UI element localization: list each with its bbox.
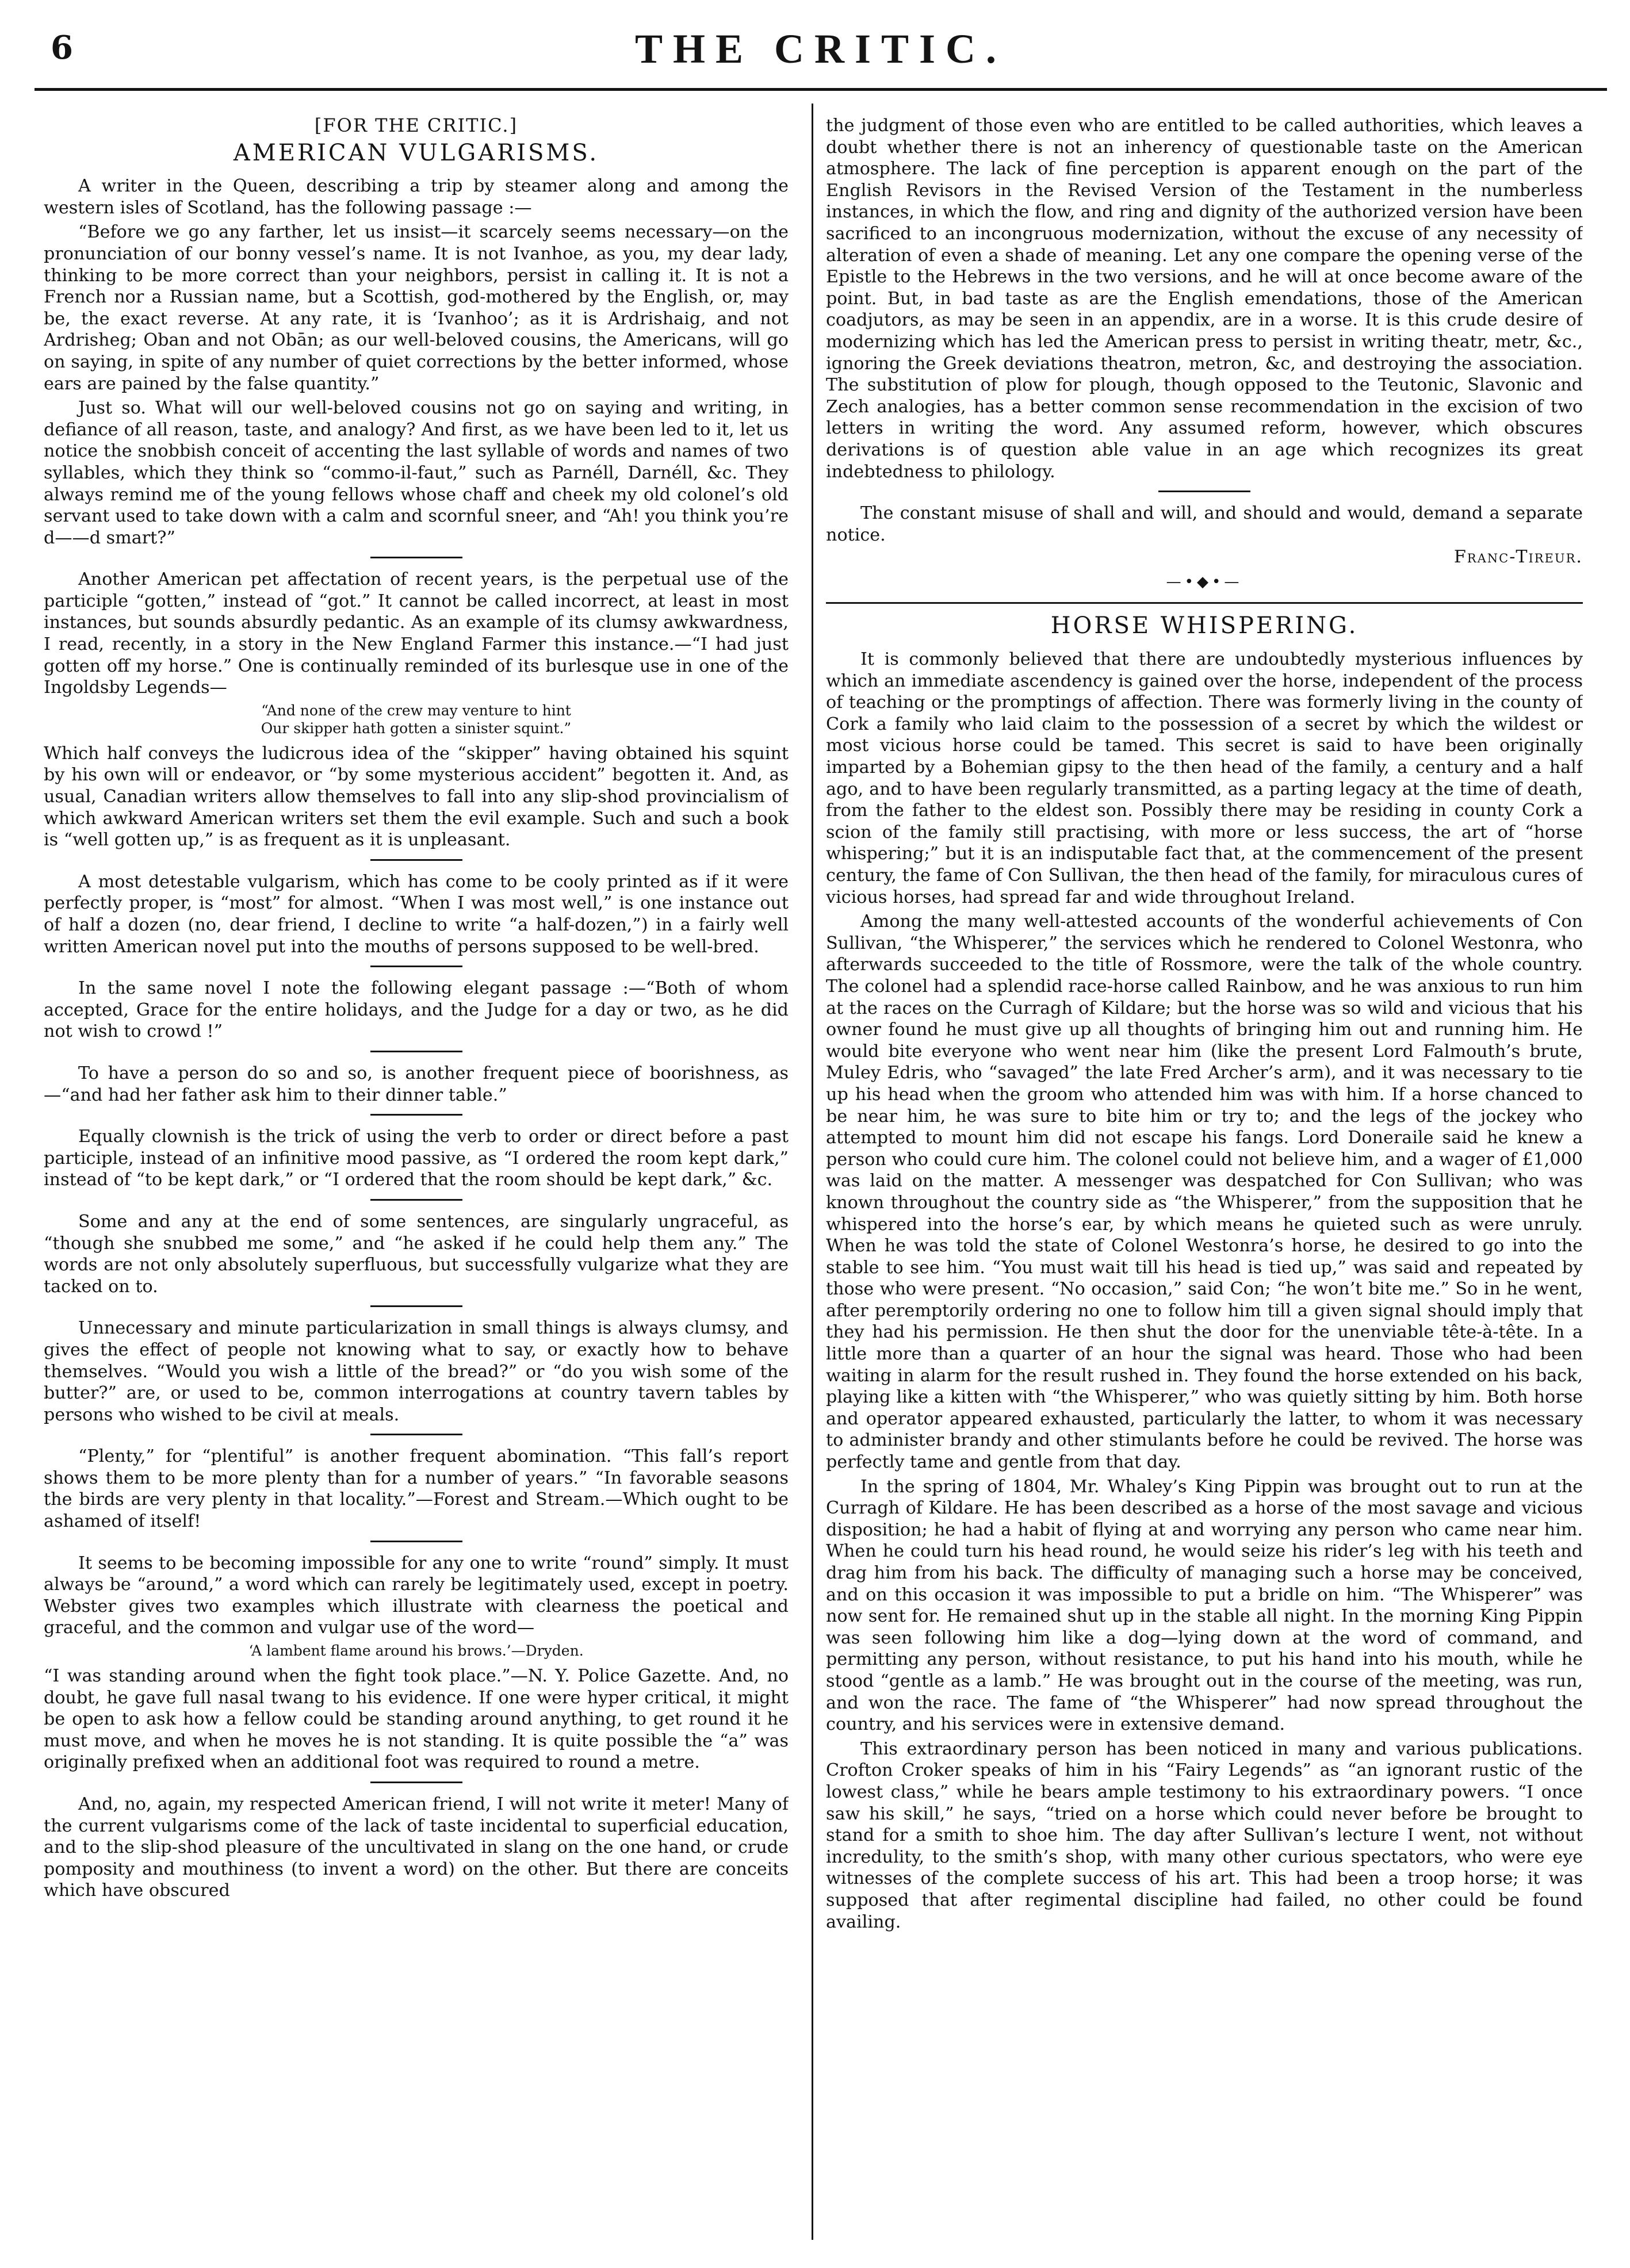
right-column: [826, 115, 1583, 2248]
section-rule: [370, 1199, 462, 1201]
paragraph: This extraordinary person has been noticed in many and various publications. Crofton Croker speaks of him in his “Fairy Legends” as “an ignorant rustic of the lowest class,” while he bears ample testimony to his extraordinary powers. “I once saw his skill,” he says, “tried on a horse which could never before be brought to stand for a smith to shoe him. The day after Sullivan’s lecture I went, not without incredulity, to the smith’s shop, with many other curious spectators, who were eye witnesses of the complete success of his art. This had been a troop horse; it was supposed that after regimental discipline had failed, no other could be found availing.: [826, 1738, 1583, 1932]
verse-quote: ‘A lambent flame around his brows.’—Dryden.: [248, 1642, 584, 1660]
section-rule: [370, 1541, 462, 1542]
article-title-american-vulgarisms: AMERICAN VULGARISMS.: [233, 139, 599, 166]
paragraph: Equally clownish is the trick of using the verb to order or direct before a past participle, instead of an infinitive mood passive, as “I ordered the room kept dark,” instead of “to be kept dark,” or “I ordered that the room should be kept dark,” &c.: [44, 1127, 789, 1190]
paragraph: A most detestable vulgarism, which has come to be cooly printed as if it were perfectly proper, is “most” for almost. “When I was most well,” is one instance out of half a dozen (no, dear friend, I decline to write “a half-dozen,”) in a fairly well written American novel put into the mouths of persons supposed to be well-bred.: [44, 871, 789, 957]
section-rule: [370, 1434, 462, 1435]
article-kicker: [FOR THE CRITIC.]: [314, 115, 518, 136]
paragraph: It seems to be becoming impossible for any one to write “round” simply. It must always be “around,” a word which can rarely be legitimately used, except in poetry. Webster gives two examples which illustrate with clearness the poetical and graceful, and the common and vulgar use of the word—: [44, 1553, 789, 1638]
paragraph: Another American pet affectation of recent years, is the perpetual use of the participle “gotten,” instead of “got.” It cannot be called incorrect, at least in most instances, but sounds absurdly pedantic. As an example of its clumsy awkwardness, I read, recently, in a story in the New England Farmer this instance.—“I had just gotten off my horse.” One is continually reminded of its burlesque use in one of the Ingoldsby Legends—: [44, 569, 789, 698]
header-rule: [35, 88, 1607, 91]
section-rule: [370, 557, 462, 558]
article-separator: [826, 602, 1583, 604]
paragraph: The constant misuse of shall and will, and should and would, demand a separate notice.: [826, 503, 1583, 545]
paragraph: A writer in the Queen, describing a trip by steamer along and among the western isles of Scotland, has the following passage :—: [44, 176, 789, 218]
paragraph: In the same novel I note the following elegant passage :—“Both of whom accepted, Grace for the entire holidays, and the Judge for a day or two, as he did not wish to crowd !”: [44, 978, 789, 1042]
paragraph: Just so. What will our well-beloved cousins not go on saying and writing, in defiance of all reason, taste, and analogy? And first, as we have been led to it, let us notice the snobbish conceit of accenting the last syllable of words and names of two syllables, which they think so “commo-il-faut,” such as Parnéll, Darnéll, &c. They always remind me of the young fellows whose chaff and cheek my old colonel’s old servant used to take down with a calm and scornful sneer, and “Ah! you think you’re d——d smart?”: [44, 398, 789, 548]
author-signature: Franc-Tireur.: [1453, 547, 1583, 568]
section-rule: [370, 1114, 462, 1116]
paragraph: And, no, again, my respected American friend, I will not write it meter! Many of the current vulgarisms come of the lack of taste incidental to superficial education, and to the slip-shod pleasure of the uncultivated in slang on the one hand, or crude pomposity and mouthiness (to invent a word) on the other. But there are conceits which have obscured: [44, 1794, 789, 1901]
section-rule: [370, 1051, 462, 1052]
quoted-paragraph: “Before we go any farther, let us insist—it scarcely seems necessary—on the pronunciation of our bonny vessel’s name. It is not Ivanhoe, as you, my dear lady, thinking to be more correct than your neighbors, persist in calling it. It is not a French nor a Russian name, but a Scottish, god-mothered by the English, or, may be, the exact reverse. At any rate, it is ‘Ivanhoo’; as it is Ardrishaig, and not Ardrisheg; Oban and not Obān; as our well-beloved cousins, the Americans, will go on saying, in spite of any number of quiet corrections by the better informed, whose ears are pained by the false quantity.”: [44, 222, 789, 394]
section-rule: [1158, 491, 1250, 492]
verse-line: “And none of the crew may venture to hint: [261, 702, 571, 719]
section-rule: [370, 1305, 462, 1307]
paragraph: “Plenty,” for “plentiful” is another frequent abomination. “This fall’s report shows them to be more plenty than for a number of years.” “In favorable seasons the birds are very plenty in that locality.”—Forest and Stream.—Which ought to be ashamed of itself!: [44, 1446, 789, 1532]
section-rule: [370, 966, 462, 967]
paragraph: To have a person do so and so, is another frequent piece of boorishness, as—“and had her father ask him to their dinner table.”: [44, 1063, 789, 1105]
paragraph: Some and any at the end of some sentences, are singularly ungraceful, as “though she snubbed me some,” and “he asked if he could help them any.” The words are not only absolutely superfluous, but successfully vulgarize what they are tacked on to.: [44, 1211, 789, 1297]
paragraph: Among the many well-attested accounts of the wonderful achievements of Con Sullivan, “the Whisperer,” the services which he rendered to Colonel Westonra, who afterwards succeeded to the title of Rossmore, were the talk of the whole country. The colonel had a splendid race-horse called Rainbow, and he was anxious to run him at the races on the Curragh of Kildare; but the horse was so wild and vicious that his owner found he must give up all thoughts of bringing him out and running him. He would bite everyone who went near him (like the present Lord Falmouth’s brute, Muley Edris, who “savaged” the late Fred Archer’s arm), and it was necessary to tie up his head when the groom who attended him was with him. If a horse chanced to be near him, he was sure to bite him or try to; and the legs of the jockey who attempted to mount him did not escape his fangs. Lord Doneraile said he knew a person who could cure him. The colonel could not believe him, and a wager of £1,000 was laid on the matter. A messenger was despatched for Con Sullivan; who was known throughout the country side as “the Whisperer,” from the supposition that he whispered into the horse’s ear, by which means he quieted such as were unruly. When he was told the state of Colonel Westonra’s horse, he desired to go into the stable to see him. “You must wait till his head is tied up,” was said and repeated by those who were present. “No occasion,” said Con; “he won’t bite me.” So in he went, after peremptorily ordering no one to follow him till a given signal should imply that they had his permission. He then shut the door for the unenviable tête-à-tête. In a little more than a quarter of an hour the signal was heard. Those who had been waiting in alarm for the result rushed in. They found the horse extended on his back, playing like a kitten with “the Whisperer,” who was quietly sitting by him. Both horse and operator appeared exhausted, particularly the latter, to whom it was necessary to administer brandy and other stimulants before he could be revived. The horse was perfectly tame and gentle from that day.: [826, 911, 1583, 1473]
verse-line: Our skipper hath gotten a sinister squint.”: [261, 719, 572, 737]
paragraph: “I was standing around when the fight took place.”—N. Y. Police Gazette. And, no doubt, he gave full nasal twang to his evidence. If one were hyper critical, it might be open to ask how a fellow could be standing around anything, to get round it he must move, and when he moves he is not standing. It is quite possible the “a” was originally prefixed when an additional foot was required to round a metre.: [44, 1666, 789, 1773]
section-rule: [370, 1782, 462, 1783]
verse-quote: [44, 702, 789, 737]
masthead: [35, 16, 1607, 94]
running-title: THE CRITIC.: [634, 26, 1007, 72]
column-divider: [812, 104, 813, 2240]
left-column: [44, 115, 789, 2248]
page-number: 6: [51, 29, 73, 67]
paragraph: Which half conveys the ludicrous idea of the “skipper” having obtained his squint by his own will or endeavor, or “by some mysterious accident” begotten it. And, as usual, Canadian writers allow themselves to fall into any slip-shod provincialism of which awkward American writers set them the evil example. Such and such a book is “well gotten up,” is as frequent as it is unpleasant.: [44, 743, 789, 850]
paragraph: Unnecessary and minute particularization in small things is always clumsy, and gives the effect of people not knowing what to say, or exactly how to behave themselves. “Would you wish a little of the bread?” or “do you wish some of the butter?” are, or used to be, common interrogations at country tavern tables by persons who wished to be civil at meals.: [44, 1318, 789, 1425]
paragraph-continued: the judgment of those even who are entitled to be called authorities, which leaves a doubt whether there is not an inherency of questionable taste on the American atmosphere. The lack of fine perception is apparent enough on the part of the English Revisors in the Revised Version of the Testament in the numberless instances, in which the flow, and ring and dignity of the authorized version have been sacrificed to an incongruous modernization, without the excuse of any necessity of alteration of even a shade of meaning. Let any one compare the opening verse of the Epistle to the Hebrews in the two versions, and he will at once become aware of the point. But, in bad taste as are the English emendations, those of the American coadjutors, as may be seen in an appendix, are in a worse. It is this crude desire of modernizing which has led the American press to persist in writing theatr, metr, &c., ignoring the Greek deviations theatron, metron, &c, and destroying the association. The substitution of plow for plough, though opposed to the Teutonic, Slavonic and Zech analogies, has a better common sense recommendation in the excision of two letters in writing the word. Any assumed reform, however, which obscures derivations is of question able value in an age which recognizes its great indebtedness to philology.: [826, 116, 1583, 482]
ornament-rule: —•◆•—: [1166, 573, 1243, 591]
paragraph: It is commonly believed that there are undoubtedly mysterious influences by which an immediate ascendency is gained over the horse, independent of the process of teaching or the promptings of affection. There was formerly living in the county of Cork a family who laid claim to the possession of a secret by which the wildest or most vicious horse could be tamed. This secret is said to have been originally imparted by a Bohemian gipsy to the then head of the family, a century and a half ago, and to have been regularly transmitted, as a parting legacy at the time of death, from the father to the eldest son. Possibly there may be residing in county Cork a scion of the family still practising, with more or less success, the art of “horse whispering;” but it is an indisputable fact that, at the commencement of the present century, the fame of Con Sullivan, the then head of the family, for miraculous cures of vicious horses, had spread far and wide throughout Ireland.: [826, 649, 1583, 907]
section-rule: [370, 859, 462, 861]
paragraph: In the spring of 1804, Mr. Whaley’s King Pippin was brought out to run at the Curragh of Kildare. He has been described as a horse of the most savage and vicious disposition; he had a habit of flying at and worrying any person who came near him. When he could turn his head round, he would seize his rider’s leg with his teeth and drag him from his back. The difficulty of managing such a horse may be conceived, and on this occasion it was impossible to put a bridle on him. “The Whisperer” was now sent for. He remained shut up in the stable all night. In the morning King Pippin was seen following him like a dog—lying down at the word of command, and permitting any person, without resistance, to put his hand into his mouth, while he stood “gentle as a lamb.” He was brought out in the course of the meeting, was run, and won the race. The fame of “the Whisperer” had now spread throughout the country, and his services were in extensive demand.: [826, 1476, 1583, 1735]
article-title-horse-whispering: HORSE WHISPERING.: [1050, 612, 1359, 639]
